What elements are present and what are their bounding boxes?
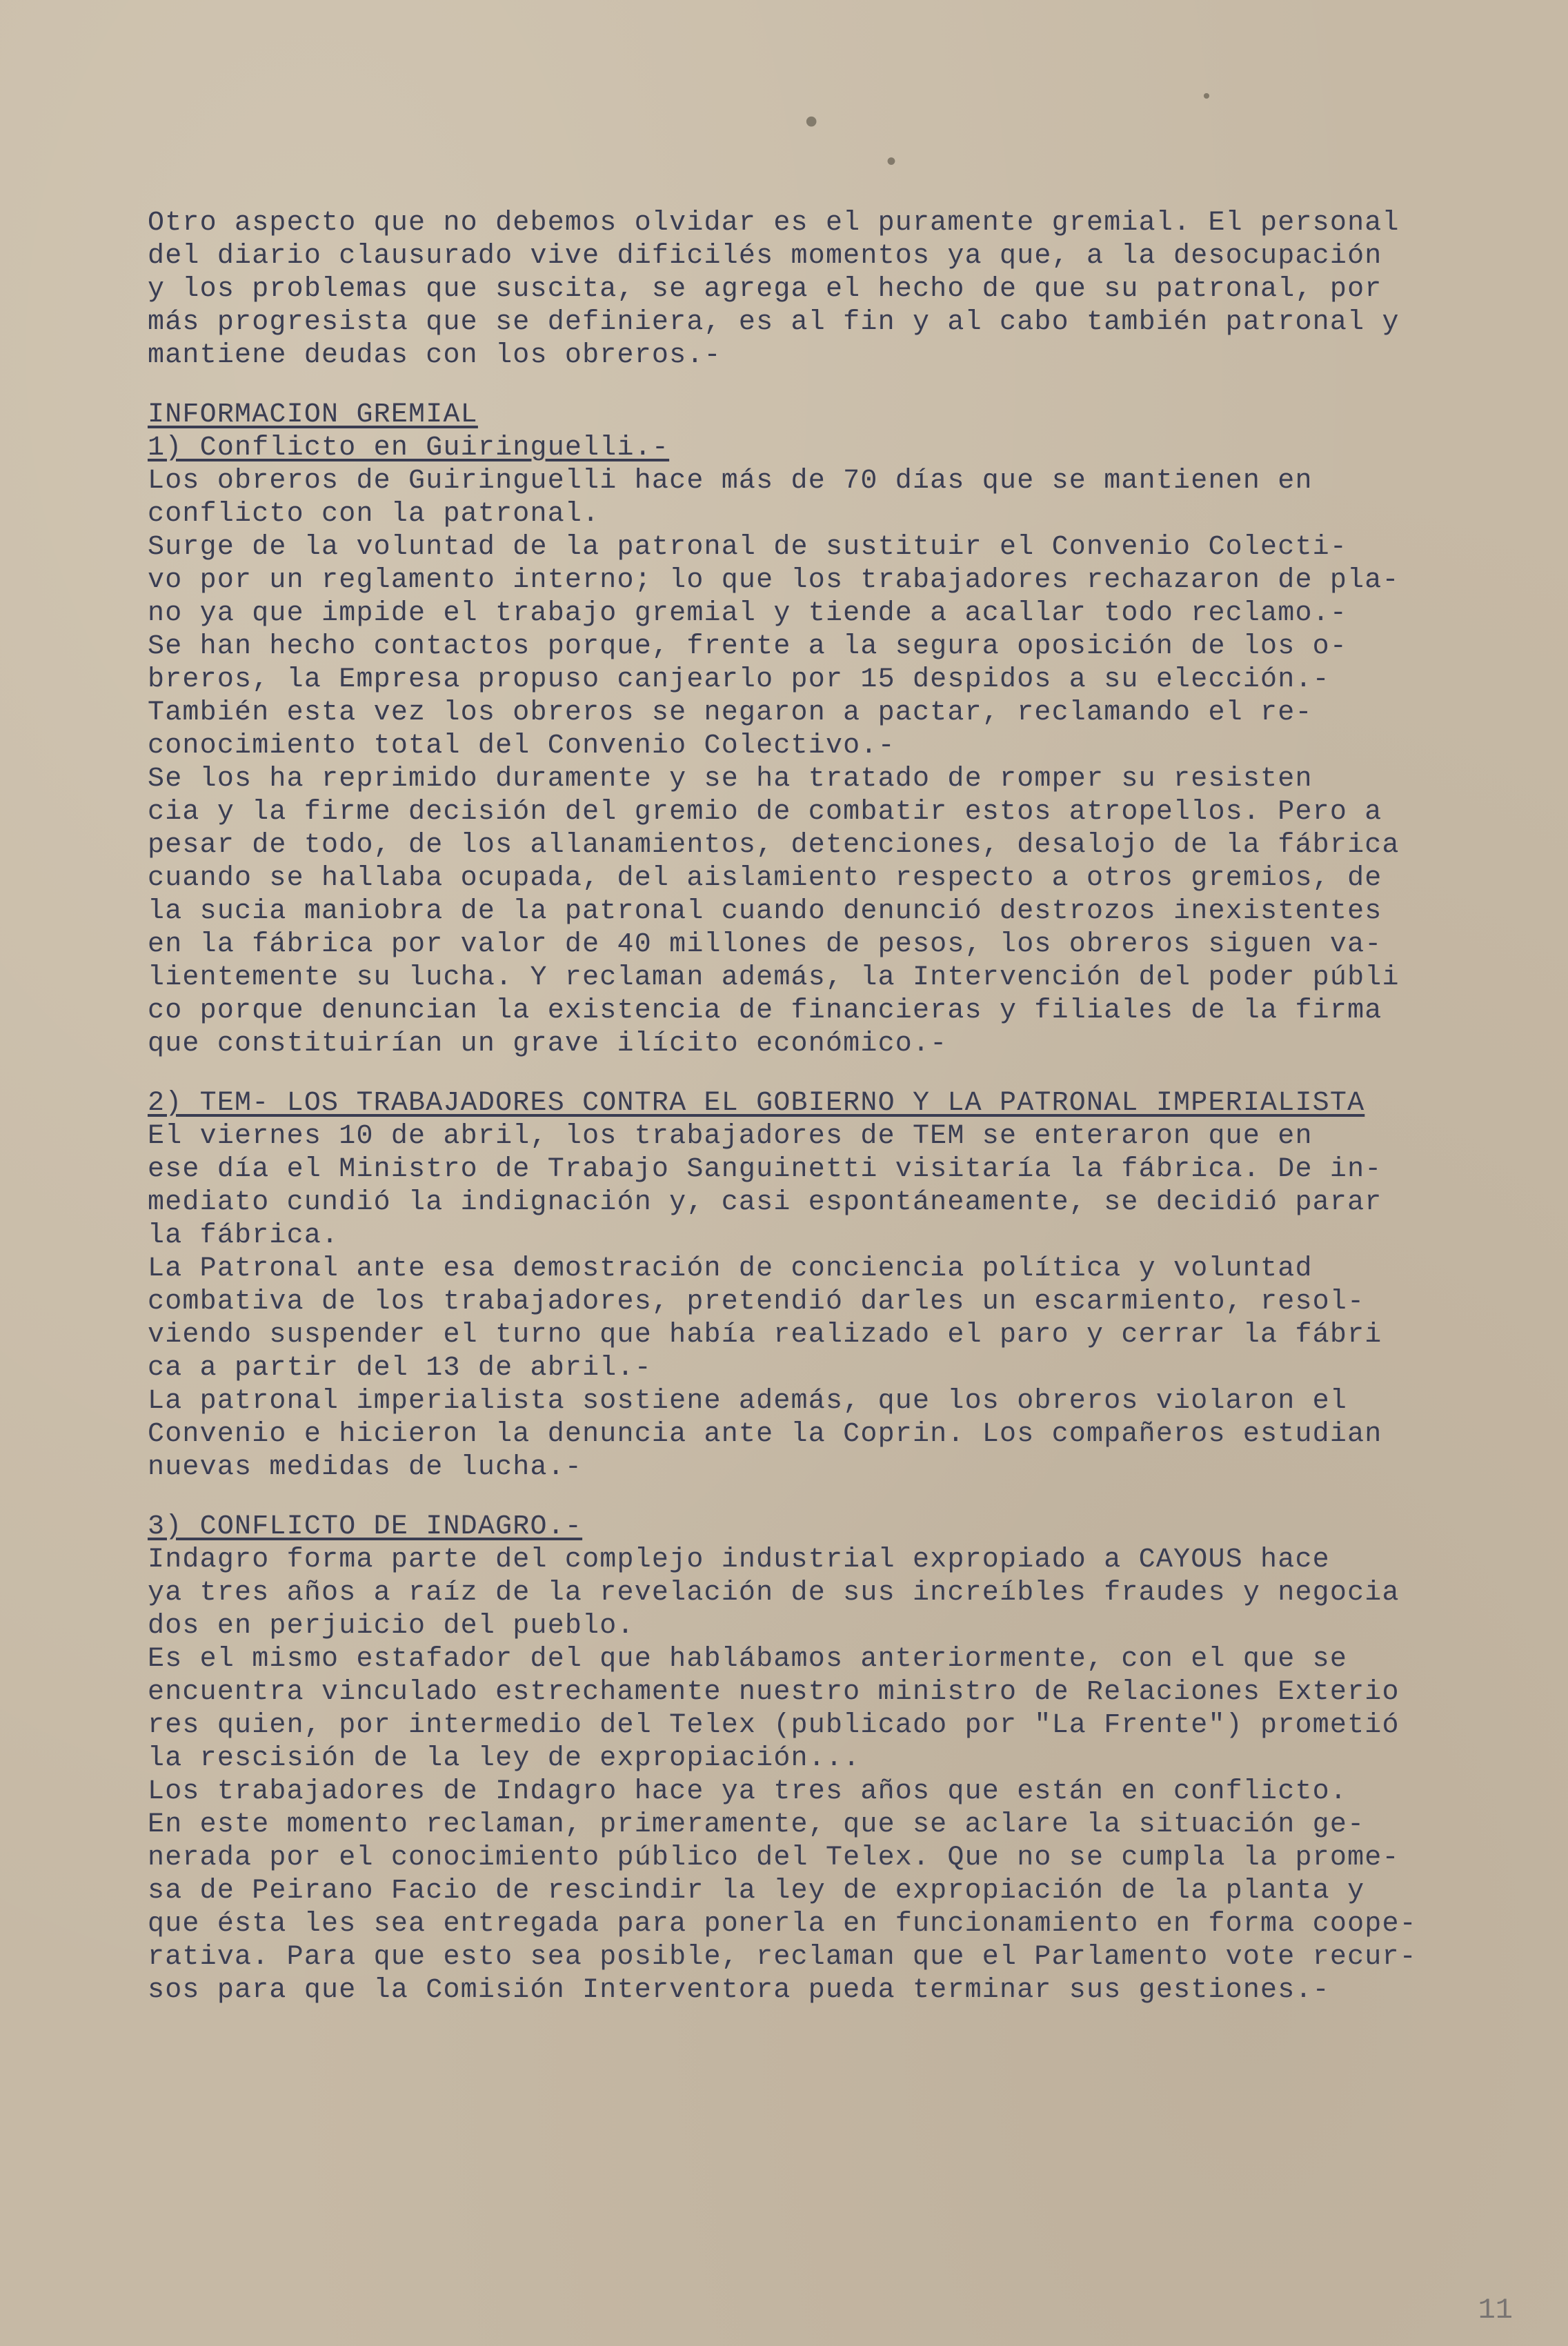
text-line: la fábrica. [148,1220,339,1251]
section-body [148,1120,1520,1484]
text-line: res quien, por intermedio del Telex (publicado por "La Frente") prometió [148,1710,1400,1741]
text-line: lientemente su lucha. Y reclaman además, la Intervención del poder públi [148,962,1400,993]
section-body [148,465,1520,1061]
section-title: 1) Conflicto en Guiringuelli.- [148,433,670,464]
text-line: Los trabajadores de Indagro hace ya tres años que están en conflicto. [148,1776,1348,1807]
text-line: co porque denuncian la existencia de financieras y filiales de la firma [148,995,1382,1026]
section-title: 2) TEM- LOS TRABAJADORES CONTRA EL GOBIERNO Y LA PATRONAL IMPERIALISTA [148,1088,1365,1119]
ink-smudge-mark: • [883,148,900,179]
text-line: sos para que la Comisión Interventora pueda terminar sus gestiones.- [148,1975,1330,2006]
text-line: Otro aspecto que no debemos olvidar es el puramente gremial. El personal [148,208,1400,239]
text-line: que ésta les sea entregada para ponerla en funcionamiento en forma coope- [148,1909,1417,1940]
text-line: Se han hecho contactos porque, frente a la segura oposición de los o- [148,631,1348,662]
text-line: Surge de la voluntad de la patronal de sustituir el Convenio Colecti- [148,532,1348,563]
intro-paragraph [148,207,1520,372]
text-line: nuevas medidas de lucha.- [148,1452,583,1483]
text-line: pesar de todo, de los allanamientos, detenciones, desalojo de la fábrica [148,830,1400,861]
text-line: más progresista que se definiera, es al fin y al cabo también patronal y [148,307,1400,338]
text-line: La Patronal ante esa demostración de conciencia política y voluntad [148,1253,1313,1284]
text-line: Indagro forma parte del complejo industrial expropiado a CAYOUS hace [148,1544,1330,1575]
text-line: Los obreros de Guiringuelli hace más de 70 días que se mantienen en [148,466,1313,497]
text-line: cuando se hallaba ocupada, del aislamiento respecto a otros gremios, de [148,863,1382,894]
text-line: La patronal imperialista sostiene además, que los obreros violaron el [148,1386,1348,1417]
ink-smudge-mark: • [1200,86,1213,110]
text-line: También esta vez los obreros se negaron a pactar, reclamando el re- [148,697,1313,728]
text-line: mantiene deudas con los obreros.- [148,340,722,371]
text-line: viendo suspender el turno que había realizado el paro y cerrar la fábri [148,1320,1382,1351]
text-line: En este momento reclaman, primeramente, que se aclare la situación ge- [148,1809,1365,1840]
text-line: cia y la firme decisión del gremio de combatir estos atropellos. Pero a [148,797,1382,828]
text-line: no ya que impide el trabajo gremial y tiende a acallar todo reclamo.- [148,598,1348,629]
text-line: combativa de los trabajadores, pretendió darles un escarmiento, resol- [148,1286,1365,1318]
text-line: ese día el Ministro de Trabajo Sanguinetti visitaría la fábrica. De in- [148,1154,1382,1185]
text-line: Es el mismo estafador del que hablábamos anteriormente, con el que se [148,1644,1348,1675]
text-line: y los problemas que suscita, se agrega el hecho de que su patronal, por [148,274,1382,305]
section-title: 3) CONFLICTO DE INDAGRO.- [148,1511,583,1542]
section-guiringuelli [148,432,1520,1061]
text-line: Convenio e hicieron la denuncia ante la Coprin. Los compañeros estudian [148,1419,1382,1450]
text-line: breros, la Empresa propuso canjearlo por 15 despidos a su elección.- [148,664,1330,695]
page-number: 11 [1478,2294,1513,2327]
text-line: conflicto con la patronal. [148,499,600,530]
text-line: Se los ha reprimido duramente y se ha tratado de romper su resisten [148,764,1313,795]
text-line: que constituirían un grave ilícito económico.- [148,1028,948,1060]
text-line: del diario clausurado vive dificilés momentos ya que, a la desocupación [148,241,1382,272]
section-tem [148,1087,1520,1484]
text-line: El viernes 10 de abril, los trabajadores de TEM se enteraron que en [148,1121,1313,1152]
text-line: en la fábrica por valor de 40 millones de pesos, los obreros siguen va- [148,929,1382,960]
text-line: dos en perjuicio del pueblo. [148,1611,635,1642]
section-body [148,1544,1520,2007]
text-line: vo por un reglamento interno; lo que los trabajadores rechazaron de pla- [148,565,1400,596]
text-line: encuentra vinculado estrechamente nuestro ministro de Relaciones Exterio [148,1677,1400,1708]
section-heading-informacion-gremial: INFORMACION GREMIAL [148,399,478,430]
text-line: la sucia maniobra de la patronal cuando denunció destrozos inexistentes [148,896,1382,927]
text-line: conocimiento total del Convenio Colectivo.- [148,730,895,762]
text-line: nerada por el conocimiento público del Telex. Que no se cumpla la prome- [148,1842,1400,1873]
typed-text-body [148,207,1520,2007]
text-line: ca a partir del 13 de abril.- [148,1353,652,1384]
text-line: la rescisión de la ley de expropiación... [148,1743,861,1774]
text-line: sa de Peirano Facio de rescindir la ley de expropiación de la planta y [148,1876,1365,1907]
text-line: rativa. Para que esto sea posible, reclaman que el Parlamento vote recur- [148,1942,1417,1973]
ink-smudge-mark: • [800,103,823,146]
section-indagro [148,1511,1520,2007]
text-line: ya tres años a raíz de la revelación de sus increíbles fraudes y negocia [148,1578,1400,1609]
text-line: mediato cundió la indignación y, casi espontáneamente, se decidió parar [148,1187,1382,1218]
